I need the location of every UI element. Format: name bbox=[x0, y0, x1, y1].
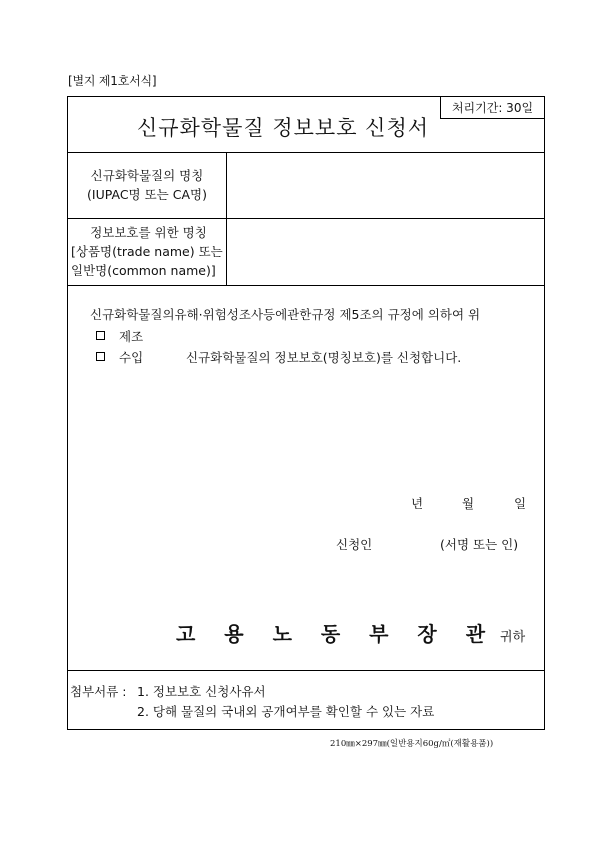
processing-period-box bbox=[440, 96, 545, 119]
chemical-name-label-line: 신규화학물질의 명칭 bbox=[90, 168, 204, 183]
protection-name-label-line: [상품명(trade name) 또는 bbox=[71, 244, 223, 259]
application-form bbox=[67, 96, 545, 730]
paper-size-note: 210㎜×297㎜(일반용지60g/㎡(재활용품)) bbox=[330, 739, 494, 749]
applicant-label: 신청인 bbox=[336, 537, 373, 552]
protection-name-label-line: 정보보호를 위한 명칭 bbox=[90, 225, 207, 240]
recipient bbox=[176, 618, 525, 647]
option-manufacture[interactable] bbox=[96, 327, 143, 345]
attachment-item-2: 2. 당해 물질의 국내외 공개여부를 확인할 수 있는 자료 bbox=[137, 704, 435, 719]
protection-name-label bbox=[68, 218, 226, 285]
option-import[interactable] bbox=[96, 348, 143, 366]
statement-line2: 신규화학물질의 정보보호(명칭보호)를 신청합니다. bbox=[186, 350, 462, 365]
divider bbox=[68, 670, 544, 671]
manufacture-checkbox[interactable] bbox=[96, 331, 105, 340]
chemical-name-label-line: (IUPAC명 또는 CA명) bbox=[87, 187, 207, 202]
attachment-item-1: 1. 정보보호 신청사유서 bbox=[137, 684, 266, 699]
attachments-label: 첨부서류 : bbox=[70, 684, 127, 699]
form-title: 신규화학물질 정보보호 신청서 bbox=[136, 116, 430, 140]
date-year: 년 bbox=[411, 496, 424, 511]
date-day: 일 bbox=[514, 496, 527, 511]
divider bbox=[68, 285, 544, 286]
import-checkbox[interactable] bbox=[96, 352, 105, 361]
protection-name-field[interactable] bbox=[227, 219, 545, 284]
applicant-sign: (서명 또는 인) bbox=[440, 537, 519, 552]
form-number: [별지 제1호서식] bbox=[68, 74, 157, 88]
import-label: 수입 bbox=[119, 350, 144, 365]
protection-name-label-line: 일반명(common name)] bbox=[71, 263, 216, 278]
processing-period: 처리기간: 30일 bbox=[451, 101, 534, 115]
recipient-name: 고 용 노 동 부 장 관 bbox=[176, 622, 497, 646]
chemical-name-label bbox=[68, 152, 226, 218]
chemical-name-field[interactable] bbox=[227, 153, 545, 217]
date-month: 월 bbox=[462, 496, 475, 511]
manufacture-label: 제조 bbox=[119, 329, 144, 344]
statement-line1: 신규화학물질의유해·위험성조사등에관한규정 제5조의 규정에 의하여 위 bbox=[90, 307, 481, 322]
recipient-suffix: 귀하 bbox=[500, 630, 526, 645]
